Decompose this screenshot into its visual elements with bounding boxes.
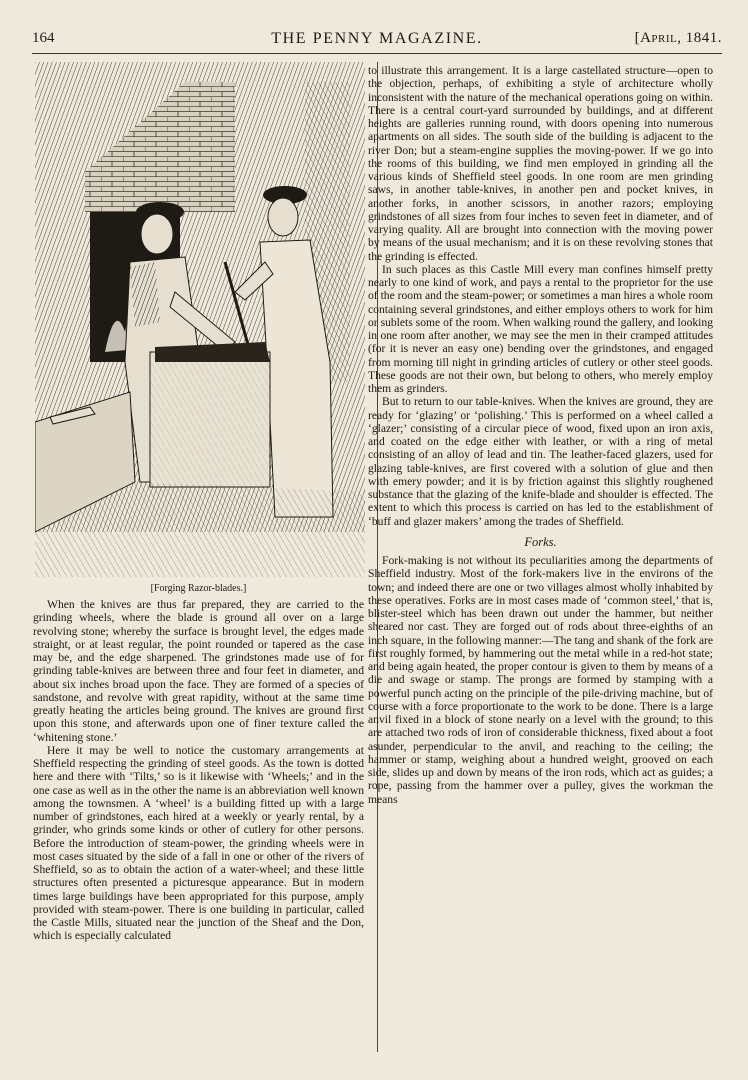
- left-worker-vest: [130, 262, 160, 327]
- engraving-illustration: [35, 62, 365, 577]
- stone-block-shading: [150, 352, 270, 487]
- issue-date: [April, 1841.: [634, 30, 722, 46]
- header-rule: [32, 53, 722, 54]
- right-worker-head: [268, 198, 298, 236]
- section-heading-forks: Forks.: [524, 534, 557, 549]
- magazine-title: THE PENNY MAGAZINE.: [271, 30, 483, 47]
- paragraph: Fork-making is not without its peculiarities among the departments of Sheffield industry. Most of the fork-makers live in the environs of the town; and indeed there are one or two villages almost wholly inhabited by these operatives. Forks are in most cases made of ‘common steel,’ that is, blister-steel which has been drawn out under the hammer, but neither sheared nor cast. They are forged out of rods about three-eighths of an inch square, in the following manner:—The tang and shank of the fork are first roughly formed, by hammering out the metal while in a red-hot state; and being again heated, the proper contour is given to them by means of a die and swage or stamp. The prongs are formed by stamping with a powerful punch acting on the principle of the pile-driving machine, but of course with a force proportionate to the work to be done. There is a large anvil fixed in a block of stone nearly on a level with the ground; to this are attached two rods of iron of considerable thickness, fixed about a foot asunder, perpendicular to the anvil, and reaching to the ceiling; the hammer or stamp, weighing about a hundred weight, grooved on each side, slides up and down by means of the iron rods, which act as guides; a rope, passing from the hammer over a pulley, gives the workman the means: [368, 554, 713, 806]
- left-worker-head: [141, 214, 173, 254]
- paragraph: But to return to our table-knives. When the knives are ground, they are ready for ‘glazing’ or ‘polishing.’ This is performed on a wheel called a ‘glazer;’ consisting of a circular piece of wood, fixed upon an iron axis, and coated on the edge either with leather, or with a ring of metal consisting of an alloy of lead and tin. The leather-faced glazers, used for glazing table-knives, are first covered with a solution of glue and then with emery powder; and it is by friction against this slightly roughened substance that the glazing of the knife-blade and shoulder is effected. The extent to which this process is carried on has led to the establishment of ‘buff and glazer makers’ among the trades of Sheffield.: [368, 395, 713, 528]
- right-text-column: [368, 64, 713, 806]
- running-header: [32, 30, 722, 50]
- paragraph: In such places as this Castle Mill every man confines himself pretty nearly to one kind of work, and pays a rental to the proprietor for the use of the room and the steam-power; or sometimes a man hires a whole room containing several grindstones, and either employs others to work for him or sublets some of the room. When walking round the gallery, and looking in one room after another, we may see the men in their cramped attitudes (for it is never an easy one) bending over the grindstones, and engaged from morning till night in grinding articles of cutlery or other steel goods. These goods are not their own, but belong to others, who merely employ them as grinders.: [368, 262, 713, 395]
- left-text-column: [33, 598, 364, 943]
- figure-caption: [Forging Razor-blades.]: [150, 583, 247, 594]
- paragraph: to illustrate this arrangement. It is a large castellated structure—open to the objection, perhaps, of exhibiting a style of architecture wholly inconsistent with the nature of the mechanical operations going on within. There is a central court-yard surrounded by buildings, and at different heights are galleries running round, with doors opening into numerous apartments on all sides. The south side of the building is adjacent to the river Don; but a steam-engine supplies the moving-power. If we go into the rooms of this building, we find men employed in grinding all the various kinds of Sheffield steel goods. In one room are men grinding saws, in another table-knives, in another pen and pocket knives, in another forks, in another scissors, in another razors; employing grindstones of all sizes from four inches to seven feet in diameter, and of varying quality. All are brought into connection with the moving power by means of the usual mechanism; and it is on these revolving stones that the grinding is effected.: [368, 64, 713, 263]
- page-number: 164: [32, 30, 55, 46]
- paragraph: When the knives are thus far prepared, they are carried to the grinding wheels, where the blade is ground all over on a large revolving stone; whereby the surface is brought level, the edges made straight, or at least regular, the point rounded or tapered as the case may be, and the edge sharpened. The grindstones made use of for grinding table-knives are between three and four feet in diameter, and about six inches broad upon the face. They are formed of a species of sandstone, and revolve with great rapidity, without at the same time greatly heating the articles being ground. The knives are ground first upon this stone, and afterwards upon one of finer texture called the ‘whitening stone.’: [33, 598, 364, 744]
- engraving-forging-razor-blades: [35, 62, 365, 577]
- paragraph: Here it may be well to notice the customary arrangements at Sheffield respecting the grinding of steel goods. As the town is dotted here and there with ‘Tilts,’ so is it likewise with ‘Wheels;’ and in the one case as well as in the other the name is an abbreviation well known among the townsmen. A ‘wheel’ is a building fitted up with a large number of grindstones, each hired at a weekly or yearly rental, by a grinder, who grinds some kinds or other of cutlery for other persons. Before the introduction of steam-power, the grinding wheels were in most cases situated by the side of a fall in one or other of the rivers of Sheffield, so as to obtain the action of a water-wheel; and these little structures often presented a picturesque appearance. But in modern times large buildings have been appropriated for this purpose, amply provided with steam-power. There is one building in particular, called the Castle Mills, situated near the junction of the Sheaf and the Don, which is especially calculated: [33, 743, 364, 943]
